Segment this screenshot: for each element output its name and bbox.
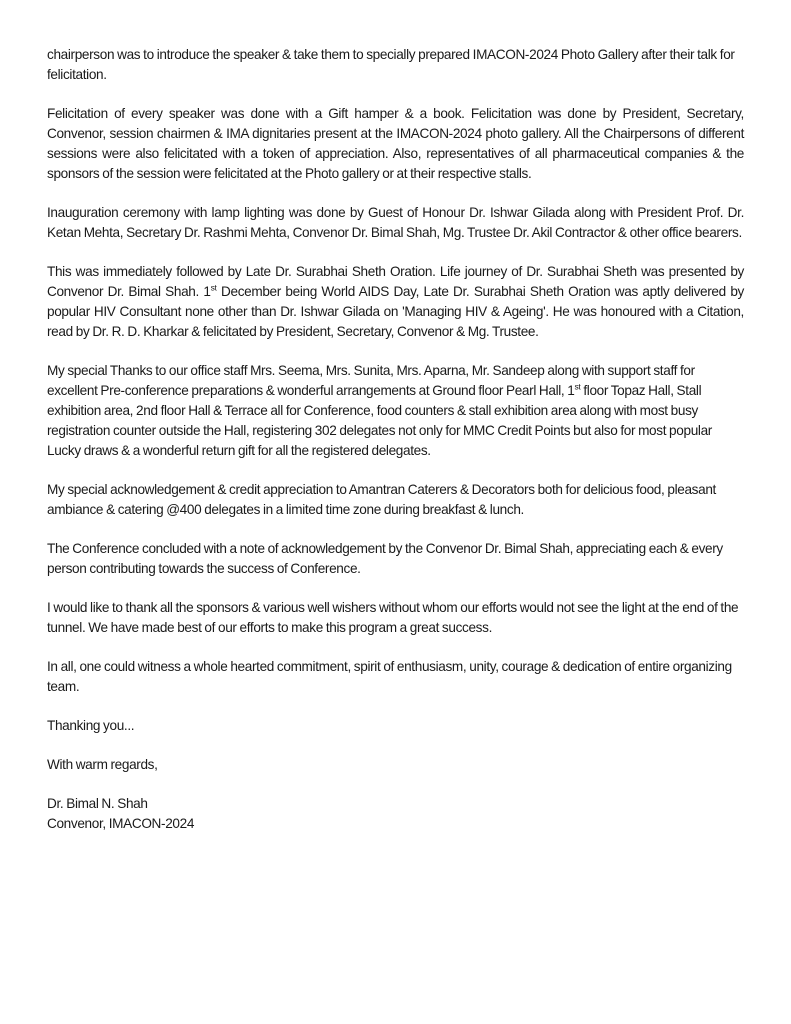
paragraph-oration: [47, 262, 744, 342]
signature-block: [47, 794, 744, 834]
paragraph-speaker-introduction: chairperson was to introduce the speaker & take them to specially prepared IMACON-2024 Photo Gallery after their talk for felicitation.: [47, 47, 735, 82]
staff-thanks-text-part-2: floor Topaz Hall, Stall exhibition area, 2nd floor Hall & Terrace all for Conference, food counters & stall exhibition area along with most busy registration counter outside the Hall, registering 302 delegates not only for MMC Credit Points but also for most popular Lucky draws & a wonderful return gift for all the registered delegates.: [47, 383, 712, 458]
closing-regards: With warm regards,: [47, 757, 158, 772]
paragraph-staff-thanks: [47, 361, 744, 461]
ordinal-superscript: st: [210, 282, 217, 293]
paragraph-inauguration: Inauguration ceremony with lamp lighting was done by Guest of Honour Dr. Ishwar Gilada along with President Prof. Dr. Ketan Mehta, Secretary Dr. Rashmi Mehta, Convenor Dr. Bimal Shah, Mg. Trustee Dr. Akil Contractor & other office bearers.: [47, 205, 744, 240]
signature-title: Convenor, IMACON-2024: [47, 816, 195, 831]
closing-thanks: Thanking you...: [47, 718, 135, 733]
signature-name: Dr. Bimal N. Shah: [47, 796, 148, 811]
document-page: [47, 45, 744, 834]
paragraph-felicitation: Felicitation of every speaker was done with a Gift hamper & a book. Felicitation was done by President, Secretary, Convenor, session chairmen & IMA dignitaries present at the IMACON-2024 photo gallery. All the Chairpersons of different sessions were also felicitated with a token of appreciation. Also, representatives of all pharmaceutical companies & the sponsors of the session were felicitated at the Photo gallery or at their respective stalls.: [47, 106, 744, 181]
ordinal-superscript: st: [574, 381, 581, 392]
paragraph-sponsors-thanks: I would like to thank all the sponsors & various well wishers without whom our efforts would not see the light at the end of the tunnel. We have made best of our efforts to make this program a great success.: [47, 600, 739, 635]
staff-thanks-text-part-1: My special Thanks to our office staff Mrs. Seema, Mrs. Sunita, Mrs. Aparna, Mr. Sandeep along with support staff for excellent Pre-conference preparations & wonderful arrangements at Ground floor Pearl Hall, 1: [47, 363, 695, 398]
paragraph-caterers-acknowledgement: My special acknowledgement & credit appreciation to Amantran Caterers & Decorators both for delicious food, pleasant ambiance & catering @400 delegates in a limited time zone during breakfast & lunch.: [47, 482, 716, 517]
oration-text-part-1: This was immediately followed by Late Dr. Surabhai Sheth Oration. Life journey of Dr. Surabhai Sheth was presented by Convenor Dr. Bimal Shah. 1: [47, 264, 744, 299]
paragraph-conclusion: The Conference concluded with a note of acknowledgement by the Convenor Dr. Bimal Shah, appreciating each & every person contributing towards the success of Conference.: [47, 541, 723, 576]
paragraph-team-commitment: In all, one could witness a whole hearted commitment, spirit of enthusiasm, unity, courage & dedication of entire organizing team.: [47, 659, 732, 694]
oration-text-part-2: December being World AIDS Day, Late Dr. Surabhai Sheth Oration was aptly delivered by popular HIV Consultant none other than Dr. Ishwar Gilada on 'Managing HIV & Ageing'. He was honoured with a Citation, read by Dr. R. D. Kharkar & felicitated by President, Secretary, Convenor & Mg. Trustee.: [47, 284, 744, 339]
